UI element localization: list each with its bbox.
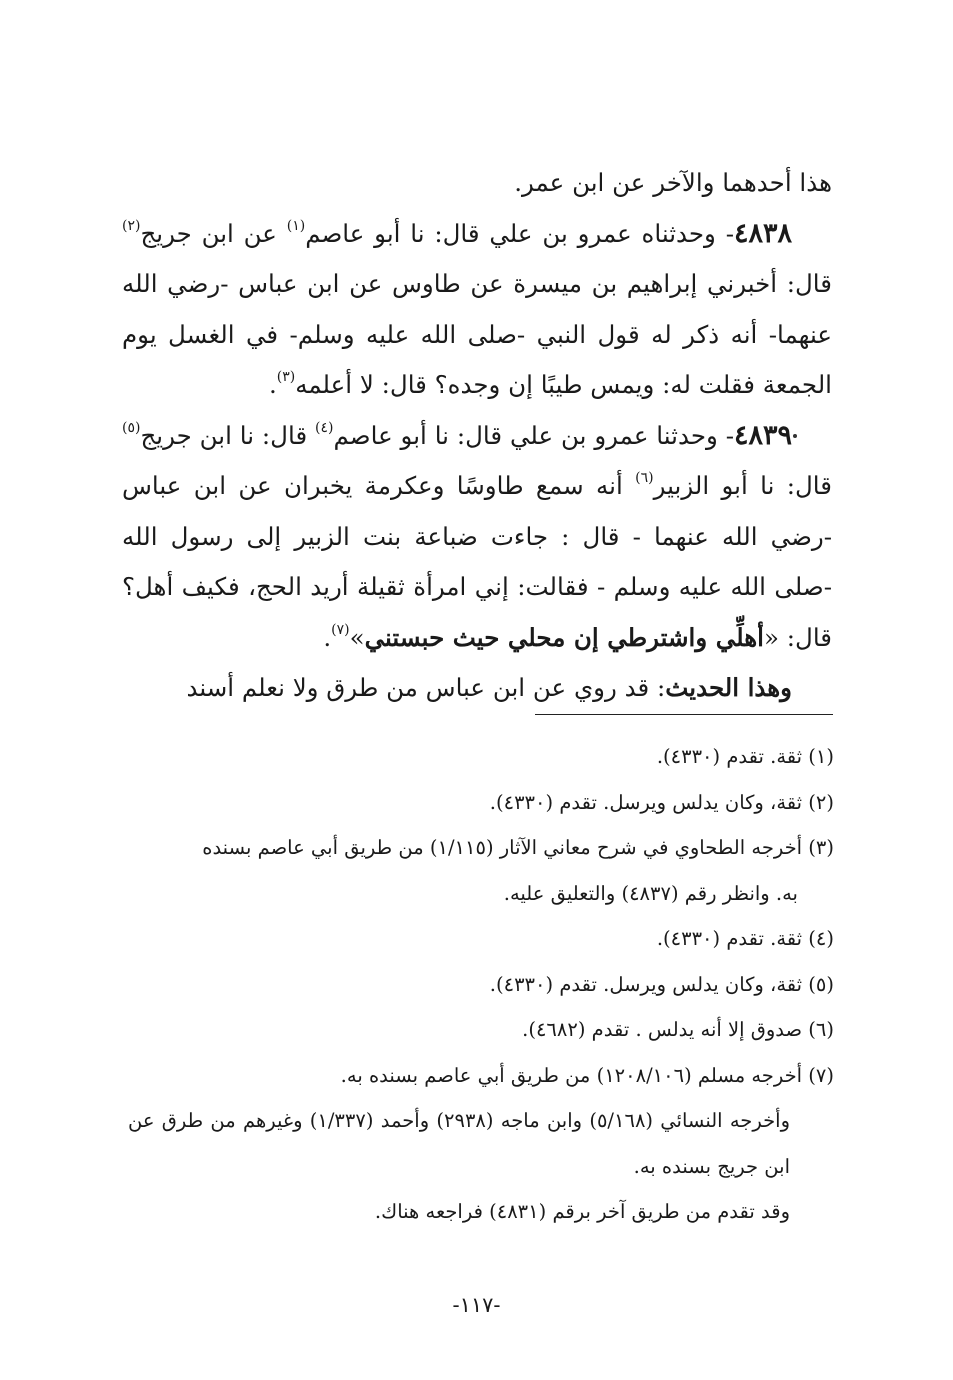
footnote-1: [128, 734, 834, 780]
footnote-continuation: به. وانظر رقم (٤٨٣٧) والتعليق عليه.: [503, 881, 798, 905]
hadith-text: - وحدثنا عمرو بن علي قال: نا أبو عاصم: [333, 420, 734, 450]
footnote-text: (٧) أخرجه مسلم (١٢٠٨/١٠٦) من طريق أبي عاصم بسنده به.: [340, 1063, 834, 1087]
hadith-text: قال: نا ابن جريج: [140, 420, 316, 450]
footnote-ref[interactable]: (٥): [122, 419, 141, 436]
page-number: -١١٧-: [452, 1293, 501, 1317]
hadith-text: أنه سمع طاوسًا وعكرمة يخبران عن ابن عباس -رضي الله عنهما - قال : جاءت ضباعة بنت الزبير إلى رسول الله -صلى الله عليه وسلم - فقالت: إني امرأة ثقيلة أريد الحج، فكيف أهل؟ قال: «: [122, 471, 832, 652]
footnote-ref[interactable]: (٢): [122, 217, 141, 234]
footnote-ref[interactable]: (٤): [315, 419, 334, 436]
footnotes: [128, 734, 834, 1235]
hadith-text: .: [323, 622, 332, 652]
quoted-saying: أهلِّي واشترطي إن محلي حيث حبستني: [364, 622, 764, 652]
footnote-4: [128, 916, 834, 962]
hadith-text: قال: أخبرني إبراهيم بن ميسرة عن طاوس عن ابن عباس -رضي الله عنهما- أنه ذكر له قول النبي -صلى الله عليه وسلم- في الغسل يوم الجمعة فقلت له: ويمس طيبًا إن وجده؟ قال: لا أعلمه: [122, 269, 832, 399]
commentary-heading: وهذا الحديث: [665, 673, 792, 702]
opening-line-text: هذا أحدهما والآخر عن ابن عمر.: [514, 168, 832, 197]
footnote-text: وقد تقدم من طريق آخر برقم (٤٨٣١) فراجعه هناك.: [374, 1200, 790, 1223]
footnote-5: [128, 962, 834, 1008]
hadith-4839: [122, 411, 832, 664]
commentary-text: : قد روي عن ابن عباس من طرق ولا نعلم أسند: [186, 673, 666, 702]
commentary-line: [122, 663, 832, 714]
footnote-2: [128, 780, 834, 826]
opening-line: [122, 158, 832, 209]
footnote-ref[interactable]: (٧): [331, 621, 350, 638]
footnote-ref[interactable]: (٣): [276, 369, 296, 385]
footnote-7-continuation: [128, 1098, 834, 1189]
footnote-7-continuation: [128, 1189, 834, 1235]
footnote-text: (٤) ثقة. تقدم (٤٣٣٠).: [656, 927, 834, 950]
footnote-separator: [535, 714, 833, 715]
footnote-7: [128, 1053, 834, 1099]
hadith-4838: [122, 209, 832, 411]
hadith-number: ٤٨٣٩: [733, 419, 792, 451]
main-text: [122, 158, 832, 714]
hadith-text: عن ابن جريج: [140, 218, 287, 248]
footnote-text: (٦) صدوق إلا أنه يدلس . تقدم (٤٦٨٢).: [522, 1018, 834, 1041]
footnote-ref[interactable]: (٦): [635, 470, 654, 486]
footnote-text: (٣) أخرجه الطحاوي في شرح معاني الآثار (١/١١٥) من طريق أبي عاصم بسنده: [202, 836, 834, 859]
footnote-6: [128, 1007, 834, 1053]
hadith-number: ٤٨٣٨: [733, 217, 792, 249]
hadith-text: .: [268, 370, 277, 399]
footnote-ref[interactable]: (١): [286, 217, 306, 234]
margin-dot: [793, 434, 797, 438]
hadith-text: قال: نا أبو الزبير: [653, 471, 832, 500]
footnote-text: (١) ثقة. تقدم (٤٣٣٠).: [656, 745, 834, 768]
footnote-text: (٢) ثقة، وكان يدلس ويرسل. تقدم (٤٣٣٠).: [489, 790, 834, 814]
footnote-text: (٥) ثقة، وكان يدلس ويرسل. تقدم (٤٣٣٠).: [489, 972, 834, 996]
footnote-3: [128, 825, 834, 916]
hadith-text: - وحدثناه عمرو بن علي قال: نا أبو عاصم: [305, 218, 734, 248]
hadith-text: »: [349, 622, 365, 652]
footnote-text: وأخرجه النسائي (٥/١٦٨) وابن ماجه (٢٩٣٨) وأحمد (١/٣٣٧) وغيرهم من طرق عن ابن جريج بسنده به.: [128, 1109, 790, 1178]
